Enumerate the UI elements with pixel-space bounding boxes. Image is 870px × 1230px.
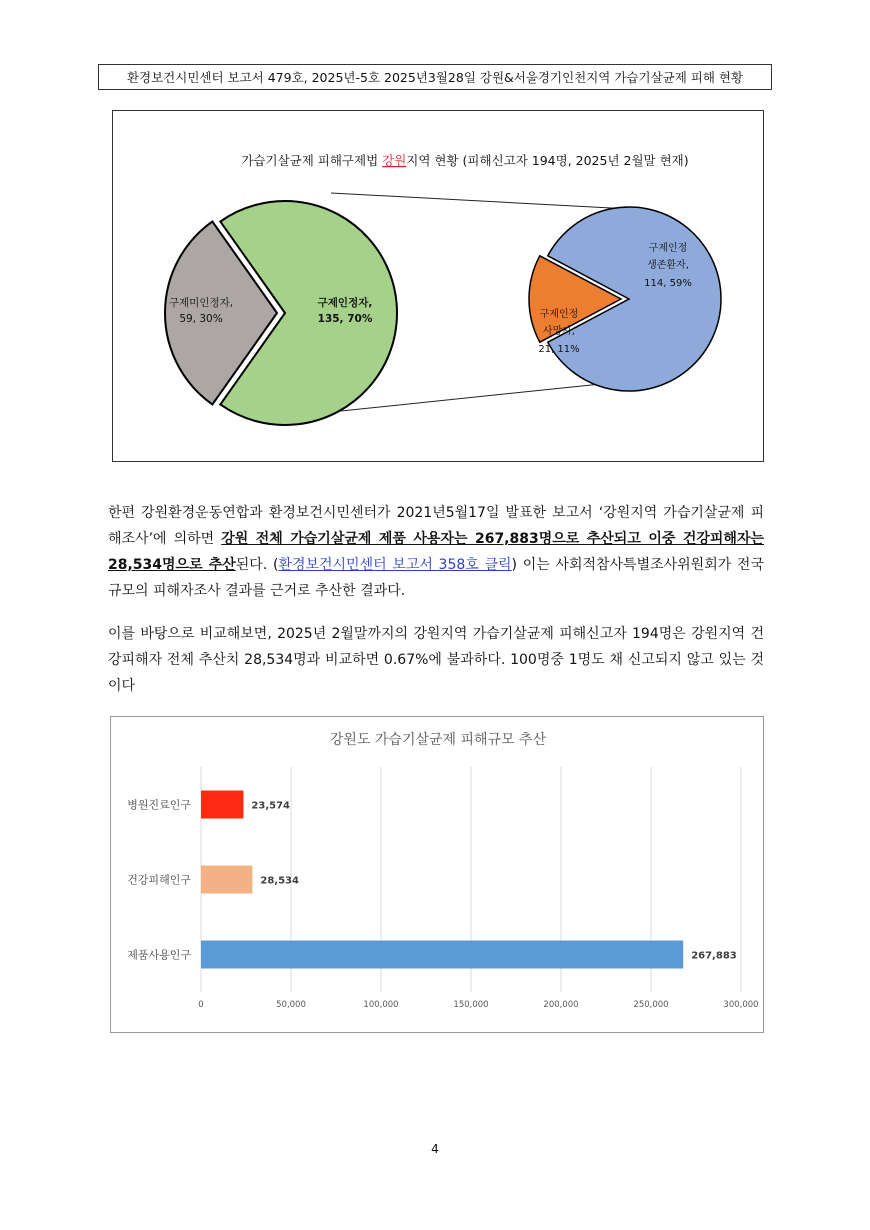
bar-chart-value-label: 23,574 (251, 800, 291, 812)
bar-chart-bar (201, 941, 683, 969)
paragraph-1-text-b: 된다. ( (235, 557, 279, 573)
report-358-link[interactable]: 환경보건시민센터 보고서 358호 클릭 (278, 557, 512, 573)
pie-label-recognized: 구제인정자, (317, 297, 373, 309)
pie-chart (112, 110, 764, 462)
pie-chart-title-highlight: 강원 (382, 153, 407, 168)
bar-chart-xtick-label: 100,000 (363, 1000, 399, 1010)
bar-chart-bar (201, 866, 252, 894)
bar-chart-value-label: 267,883 (691, 950, 737, 962)
paragraph-1-text-a: 한편 강원환경운동연합과 환경보건시민센터가 2021년5월17일 발표한 보고서 ‘강원지역 가습기살균제 피해조사’에 의하면 (108, 505, 764, 547)
pie-value-recognized: 135, 70% (317, 313, 373, 325)
pie-value-unrecognized: 59, 30% (179, 313, 223, 325)
bar-chart-xtick-label: 50,000 (276, 1000, 306, 1010)
paragraph-1 (108, 500, 764, 604)
paragraph-1-bold: 강원 전체 가습기살균제 제품 사용자는 267,883명으로 추산되고 이중 건강피해자는 28,534명으로 추산 (108, 531, 764, 573)
bar-chart-xtick-label: 200,000 (543, 1000, 579, 1010)
bar-chart-xtick-label: 150,000 (453, 1000, 489, 1010)
bar-chart-category-label: 건강피해인구 (127, 873, 191, 887)
pie-value-deceased: 21, 11% (538, 344, 580, 355)
paragraph-2 (108, 621, 764, 699)
bar-chart-xtick-label: 300,000 (723, 1000, 759, 1010)
bar-chart (110, 716, 764, 1033)
bar-chart-bar (201, 791, 243, 819)
pie-label-unrecognized: 구제미인정자, (168, 297, 234, 309)
bar-chart-xtick-label: 250,000 (633, 1000, 669, 1010)
pie-value-surviving: 114, 59% (644, 278, 692, 289)
bar-chart-value-label: 28,534 (260, 875, 299, 887)
bar-chart-category-label: 병원진료인구 (127, 798, 191, 812)
page-number: 4 (431, 1142, 439, 1156)
pie-label-deceased-2: 사망자, (542, 326, 576, 337)
connector-line-top (331, 193, 630, 209)
report-header-text: 환경보건시민센터 보고서 479호, 2025년-5호 2025년3월28일 강원&서울경기인천지역 가습기살균제 피해 현황 (126, 70, 744, 85)
pie-chart-title: 가습기살균제 피해구제법 강원지역 현황 (피해신고자 194명, 2025년 2월말 현재) (241, 153, 689, 168)
bar-chart-title: 강원도 가습기살균제 피해규모 추산 (329, 732, 547, 748)
paragraph-1-text-c: ) 이는 사회적참사특별조사위원회가 전국규모의 피해자조사 결과를 근거로 추산한 결과다. (108, 557, 764, 599)
pie-label-surviving-2: 생존환자, (647, 260, 689, 271)
pie-label-deceased-1: 구제인정 (539, 309, 579, 320)
report-header (98, 64, 772, 90)
bar-chart-category-label: 제품사용인구 (127, 948, 191, 962)
paragraph-2-text: 이를 바탕으로 비교해보면, 2025년 2월말까지의 강원지역 가습기살균제 피해신고자 194명은 강원지역 건강피해자 전체 추산치 28,534명과 비교하면 0.67%에 불과하다. 100명중 1명도 채 신고되지 않고 있는 것이다 (108, 626, 764, 694)
connector-line-bottom (331, 381, 630, 412)
bar-chart-xtick-label: 0 (198, 1000, 204, 1010)
bar-chart-svg (111, 717, 765, 1034)
pie-label-surviving-1: 구제인정 (648, 243, 688, 254)
pie-chart-svg (113, 111, 765, 463)
